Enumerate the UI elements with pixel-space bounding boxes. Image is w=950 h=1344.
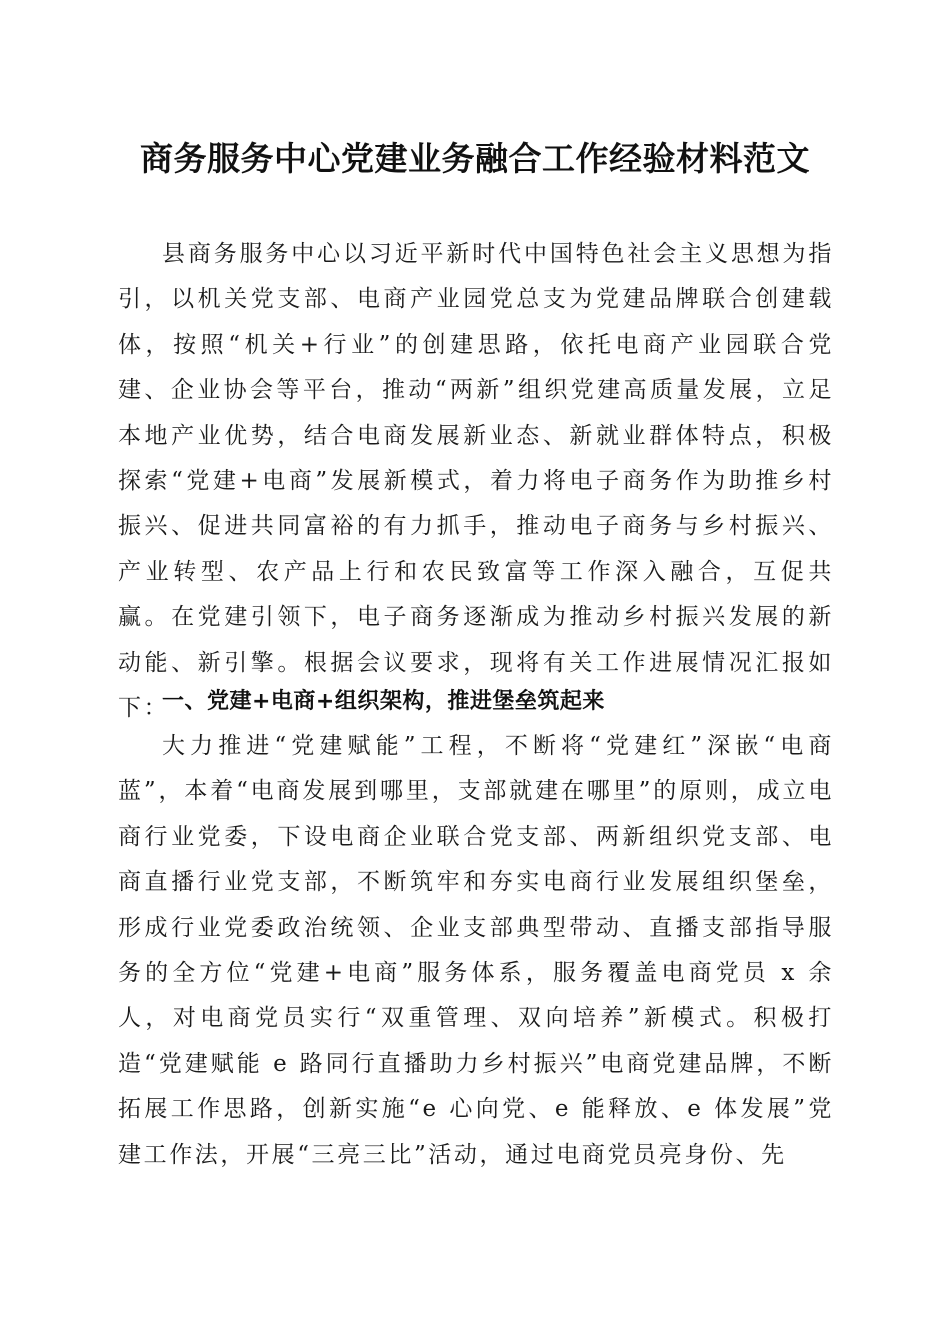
intro-paragraph: 县商务服务中心以习近平新时代中国特色社会主义思想为指引，以机关党支部、电商产业园党总支为党建品牌联合创建载体，按照“机关+行业”的创建思路，依托电商产业园联合党建、企业协会等平台，推动“两新”组织党建高质量发展，立足本地产业优势，结合电商发展新业态、新就业群体特点，积极探索“党建+电商”发展新模式，着力将电子商务作为助推乡村振兴、促进共同富裕的有力抓手，推动电子商务与乡村振兴、产业转型、农产品上行和农民致富等工作深入融合，互促共赢。在党建引领下，电子商务逐渐成为推动乡村振兴发展的新动能、新引擎。根据会议要求，现将有关工作进展情况汇报如下：	[118, 241, 834, 722]
document-title: 商务服务中心党建业务融合工作经验材料范文	[140, 139, 810, 178]
section-body-paragraph: 大力推进“党建赋能”工程，不断将“党建红”深嵌“电商蓝”，本着“电商发展到哪里，支部就建在哪里”的原则，成立电商行业党委，下设电商企业联合党支部、两新组织党支部、电商直播行业党支部，不断筑牢和夯实电商行业发展组织堡垒，形成行业党委政治统领、企业支部典型带动、直播支部指导服务的全方位“党建+电商”服务体系，服务覆盖电商党员 x 余人，对电商党员实行“双重管理、双向培养”新模式。积极打造“党建赋能 e 路同行直播助力乡村振兴”电商党建品牌，不断拓展工作思路，创新实施“e 心向党、e 能释放、e 体发展”党建工作法，开展“三亮三比”活动，通过电商党员亮身份、先	[118, 733, 834, 1168]
section-heading: 一、党建+电商+组织架构，推进堡垒筑起来	[162, 689, 605, 714]
